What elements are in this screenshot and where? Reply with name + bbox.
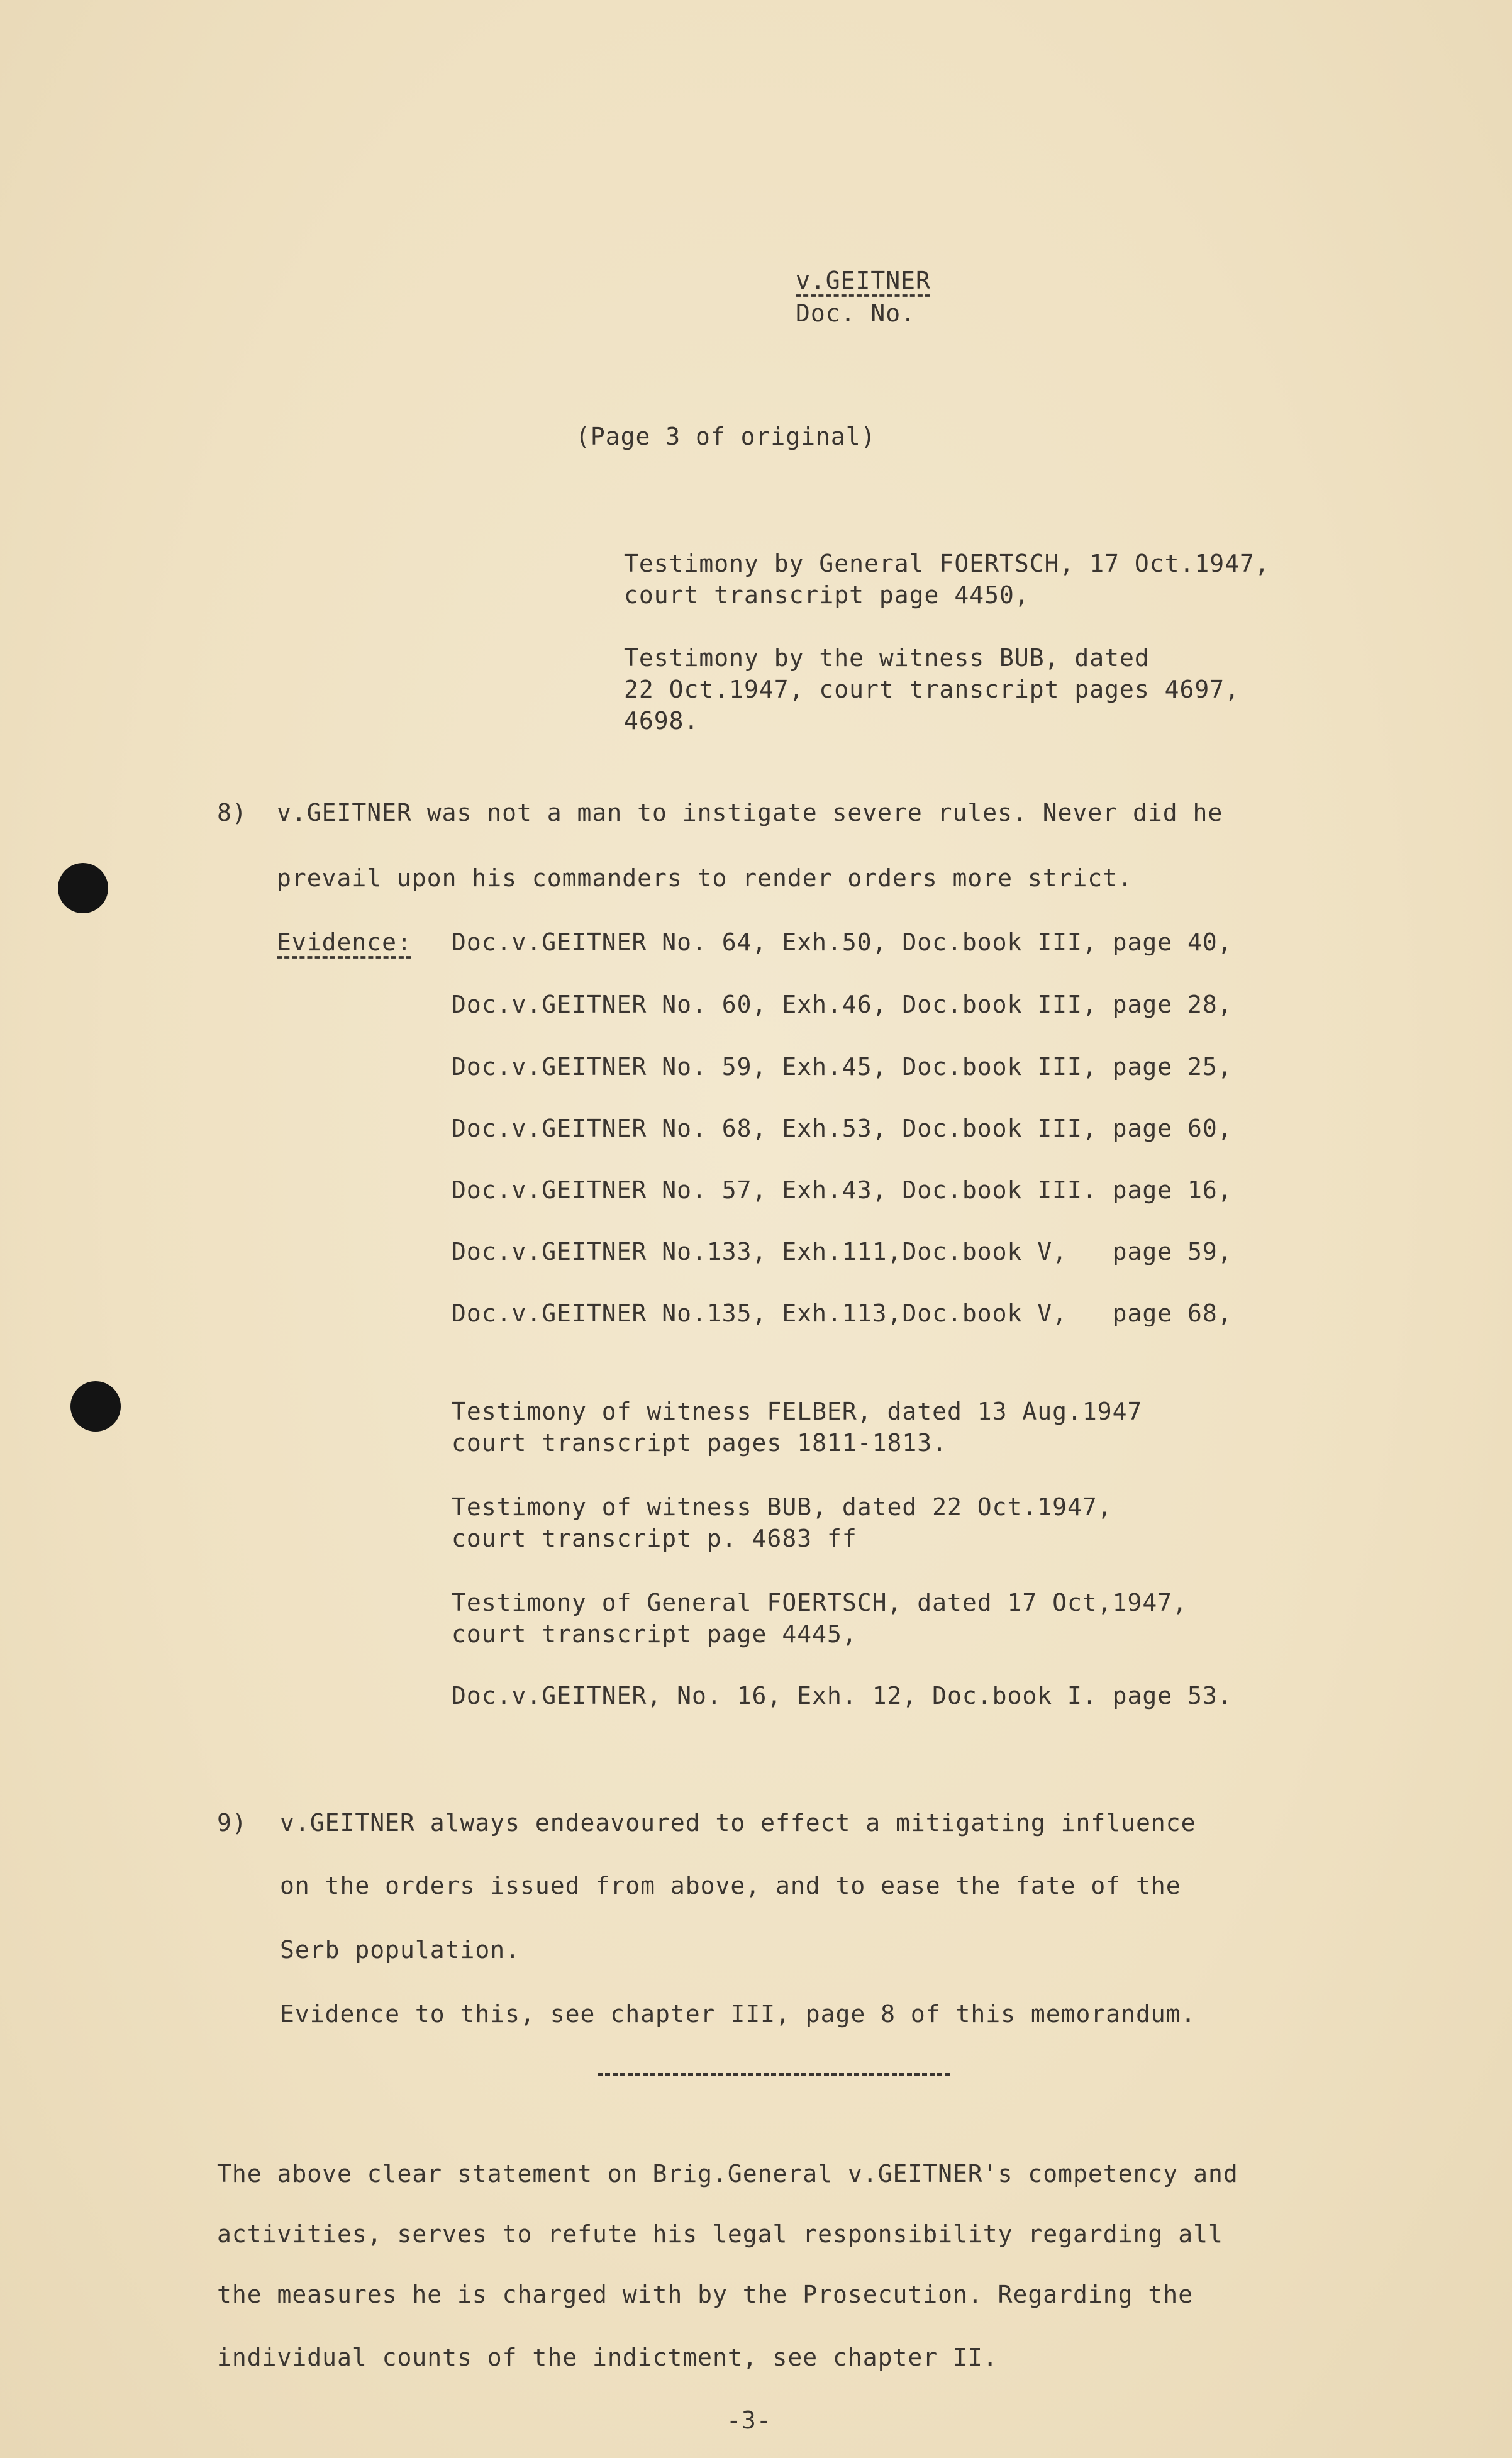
punch-hole-top [58, 863, 108, 913]
conclusion-line1: The above clear statement on Brig.General v.GEITNER's competency and [217, 2160, 1238, 2188]
punch-hole-bottom [70, 1381, 121, 1432]
header-doc-no: Doc. No. [796, 299, 916, 327]
page-reference: (Page 3 of original) [575, 423, 876, 450]
evidence-item: Doc.v.GEITNER No.133, Exh.111,Doc.book V, page 59, [452, 1238, 1233, 1265]
evidence-label: Evidence: [277, 928, 412, 956]
header-name: v.GEITNER [796, 267, 931, 294]
item9-line3: Serb population. [280, 1936, 521, 1964]
item8-line2: prevail upon his commanders to render orders more strict. [277, 864, 1133, 892]
item8-line1: v.GEITNER was not a man to instigate severe rules. Never did he [277, 799, 1223, 826]
conclusion-line2: activities, serves to refute his legal responsibility regarding all [217, 2220, 1223, 2248]
testimony-foertsch2-line2: court transcript page 4445, [452, 1620, 857, 1648]
testimony-bub2-line1: Testimony of witness BUB, dated 22 Oct.1947, [452, 1493, 1113, 1521]
testimony-foertsch-line2: court transcript page 4450, [624, 581, 1030, 609]
testimony-bub2-line2: court transcript p. 4683 ff [452, 1525, 857, 1552]
item9-line1: v.GEITNER always endeavoured to effect a mitigating influence [280, 1809, 1196, 1837]
separator-rule [598, 2073, 950, 2076]
testimony-bub-line3: 4698. [624, 707, 699, 735]
testimony-felber-line1: Testimony of witness FELBER, dated 13 Aug.1947 [452, 1398, 1143, 1425]
testimony-foertsch-line1: Testimony by General FOERTSCH, 17 Oct.1947, [624, 550, 1270, 577]
testimony-bub-line2: 22 Oct.1947, court transcript pages 4697, [624, 676, 1240, 703]
last-doc-reference: Doc.v.GEITNER, No. 16, Exh. 12, Doc.book I. page 53. [452, 1682, 1233, 1710]
testimony-bub-line1: Testimony by the witness BUB, dated [624, 644, 1150, 672]
item8-number: 8) [217, 799, 247, 826]
testimony-felber-line2: court transcript pages 1811-1813. [452, 1429, 947, 1457]
item9-line4: Evidence to this, see chapter III, page 8 of this memorandum. [280, 2000, 1196, 2028]
evidence-item: Doc.v.GEITNER No. 59, Exh.45, Doc.book III, page 25, [452, 1053, 1233, 1081]
item9-line2: on the orders issued from above, and to ease the fate of the [280, 1872, 1181, 1899]
evidence-item: Doc.v.GEITNER No. 57, Exh.43, Doc.book III. page 16, [452, 1176, 1233, 1204]
evidence-item: Doc.v.GEITNER No. 64, Exh.50, Doc.book III, page 40, [452, 928, 1233, 956]
conclusion-line4: individual counts of the indictment, see chapter II. [217, 2344, 998, 2371]
evidence-item: Doc.v.GEITNER No.135, Exh.113,Doc.book V, page 68, [452, 1299, 1233, 1327]
evidence-item: Doc.v.GEITNER No. 60, Exh.46, Doc.book III, page 28, [452, 991, 1233, 1018]
item9-number: 9) [217, 1809, 247, 1837]
page-number: -3- [726, 2406, 772, 2434]
testimony-foertsch2-line1: Testimony of General FOERTSCH, dated 17 Oct,1947, [452, 1589, 1188, 1616]
conclusion-line3: the measures he is charged with by the Prosecution. Regarding the [217, 2281, 1194, 2308]
evidence-item: Doc.v.GEITNER No. 68, Exh.53, Doc.book III, page 60, [452, 1115, 1233, 1142]
